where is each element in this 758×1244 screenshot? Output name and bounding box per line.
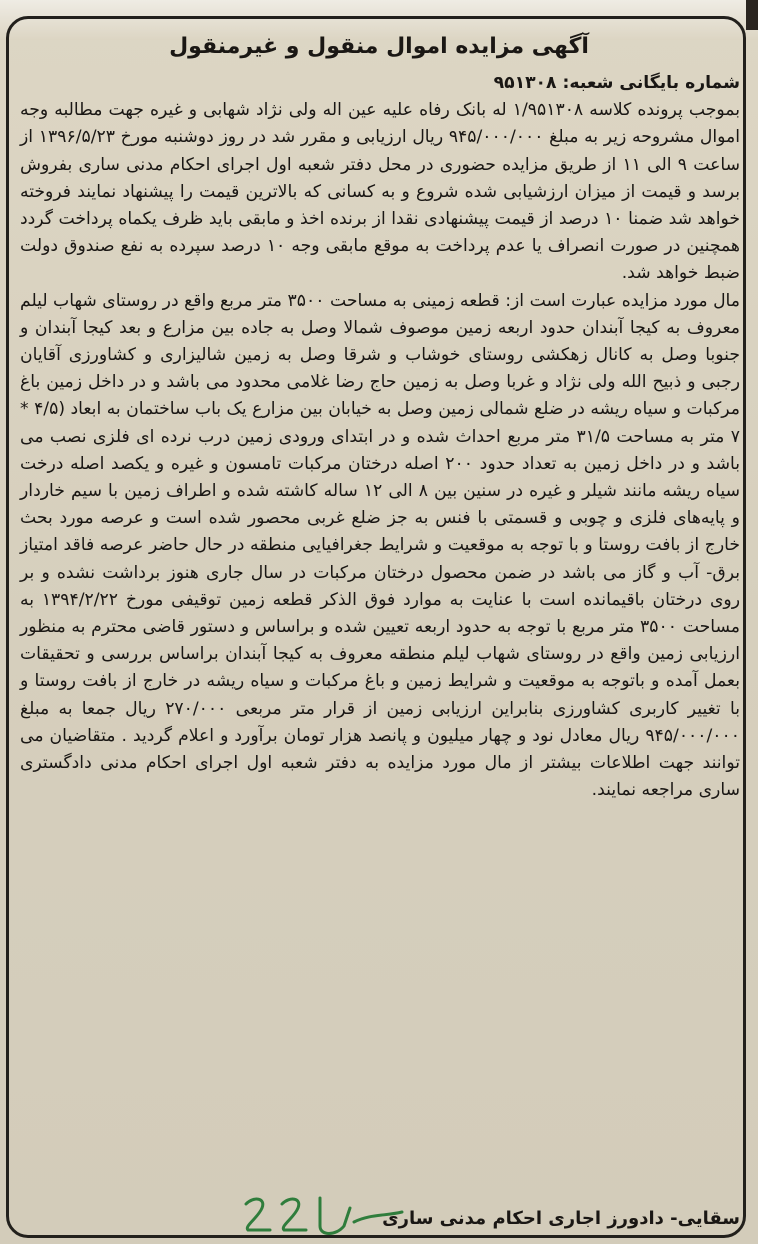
scan-corner-shadow	[746, 0, 758, 30]
notice-body	[20, 70, 740, 804]
handwritten-number-mark	[236, 1186, 406, 1242]
notice-title: آگهی مزایده اموال منقول و غیرمنقول	[169, 34, 589, 59]
property-description-paragraph: مال مورد مزایده عبارت است از: قطعه زمینی به مساحت ۳۵۰۰ متر مربع واقع در روستای شهاب لیلم معروف به کیجا آبندان حدود اربعه زمین موصوف شمالا وصل به جاده بین مزارع و بعد کیجا آبندان و جنوبا وصل به کانال زهکشی روستای خوشاب و شرقا وصل به زمین شالیزاری و کشاورزی آقایان رجبی و ذبیح الله ولی نژاد و غربا وصل به زمین حاج رضا غلامی محدود می باشد و در داخل زمین باغ مرکبات و سیاه ریشه در ضلع شمالی زمین وصل به خیابان بین مزارع یک باب ساختمان به ابعاد (۴/۵ * ۷ متر به مساحت ۳۱/۵ متر مربع احداث شده و در ابتدای ورودی زمین درب نرده ای فلزی نصب می باشد و در داخل زمین به تعداد حدود ۲۰۰ اصله درختان مرکبات تامسون و غیره و یکصد اصله درخت سیاه ریشه مانند شیلر و غیره در سنین بین ۸ الی ۱۲ ساله کاشته شده و اطراف زمین با سیم خاردار و پایه‌های فلزی و چوبی و قسمتی با فنس به جز ضلع غربی محصور شده است و عرصه مورد بحث خارج از بافت روستا و با توجه به موقعیت و شرایط جغرافیایی منطقه در حال حاضر عرصه فاقد امتیاز برق- آب و گاز می باشد در ضمن محصول درختان مرکبات در سال جاری هنوز برداشت نشده و بر روی درختان باقیمانده است با عنایت به موارد فوق الذکر قطعه زمین توقیفی مورخ ۱۳۹۴/۲/۲۲ به مساحت ۳۵۰۰ متر مربع با توجه به حدود اربعه تعیین شده و براساس و دستور قاضی محترم به منظور ارزیابی زمین واقع در روستای شهاب لیلم منطقه معروف به کیجا آبندان براساس بررسی و تحقیقات بعمل آمده و باتوجه به موقعیت و شرایط زمین و باغ مرکبات و سیاه ریشه در خارج از بافت روستا و با تغییر کاربری کشاورزی بنابراین ارزیابی زمین از قرار متر مربعی ۲۷۰/۰۰۰ ریال جمعا به مبلغ ۹۴۵/۰۰۰/۰۰۰ ریال معادل نود و چهار میلیون و پانصد هزار تومان برآورد و اعلام گردید . متقاضیان می توانند جهت اطلاعات بیشتر از مال مورد مزایده به دفتر شعبه اول اجرای احکام مدنی دادگستری ساری مراجعه نمایند.	[20, 290, 740, 801]
signature-line: سقایی- دادورز اجاری احکام مدنی ساری	[382, 1208, 740, 1229]
auction-terms-paragraph: بموجب پرونده کلاسه ۱/۹۵۱۳۰۸ له بانک رفاه علیه عین اله ولی نژاد شهابی و غیره جهت مطالبه وجه اموال مشروحه زیر به مبلغ ۹۴۵/۰۰۰/۰۰۰ ریال ارزیابی و مقرر شد در روز دوشنبه مورخ ۱۳۹۶/۵/۲۳ از ساعت ۹ الی ۱۱ از طریق مزایده حضوری در محل دفتر شعبه اول اجرای احکام مدنی ساری بفروش برسد و قیمت از میزان ارزشیابی شده شروع و به کسانی که بالاترین قیمت را پیشنهاد نمایند فروخته خواهد شد ضمنا ۱۰ درصد از قیمت پیشنهادی نقدا از برنده اخذ و مابقی باید ظرف یکماه پرداخت گردد همچنین در صورت انصراف یا عدم پرداخت به موقع مابقی وجه ۱۰ درصد سپرده به نفع صندوق دولت ضبط خواهد شد.	[20, 100, 741, 284]
archive-number: شماره بایگانی شعبه: ۹۵۱۳۰۸	[493, 73, 740, 93]
